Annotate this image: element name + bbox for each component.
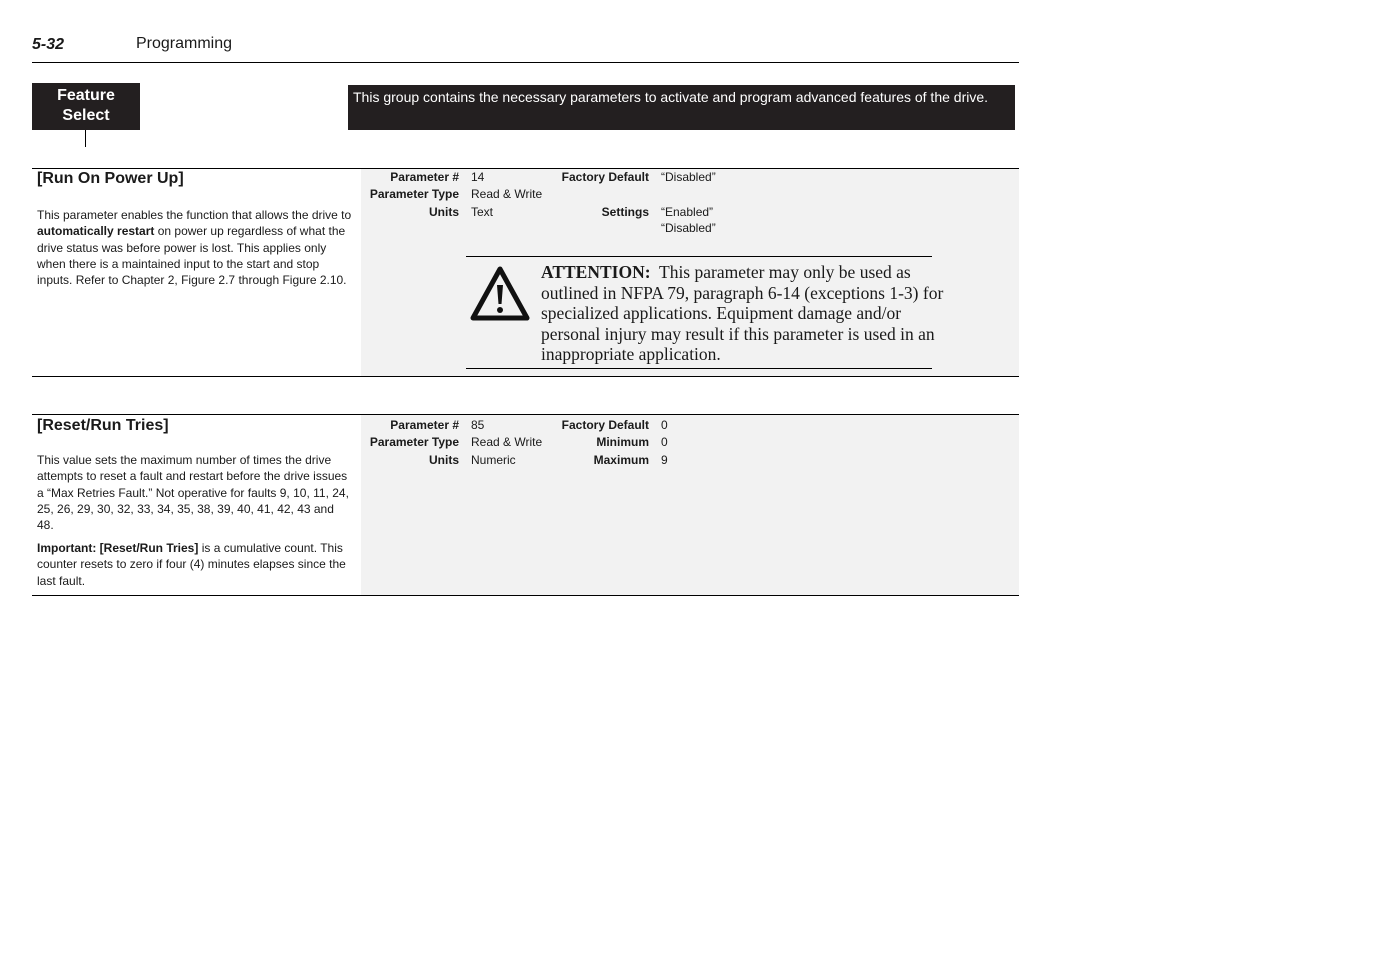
label-parameter-type: Parameter Type [369, 187, 459, 201]
attention-rule-bottom [466, 368, 932, 369]
label-parameter-type: Parameter Type [369, 435, 459, 449]
group-description-banner: This group contains the necessary parameters to activate and program advanced features of the drive. [348, 85, 1015, 130]
label-settings: Settings [601, 205, 649, 219]
param-title: [Run On Power Up] [37, 170, 184, 187]
label-minimum: Minimum [596, 435, 649, 449]
attention-rule-top [466, 256, 932, 257]
value-parameter-number: 85 [471, 418, 485, 432]
group-label-box [32, 83, 140, 130]
param-shade-panel [361, 415, 1019, 595]
value-setting-2: “Disabled” [661, 221, 716, 235]
value-maximum: 9 [661, 453, 668, 467]
value-parameter-type: Read & Write [471, 187, 543, 201]
value-parameter-type: Read & Write [471, 435, 543, 449]
value-setting-1: “Enabled” [661, 205, 714, 219]
value-factory-default: “Disabled” [661, 170, 716, 184]
group-label-line1: Feature [57, 87, 115, 104]
page-number: 5-32 [32, 36, 65, 53]
value-factory-default: 0 [661, 418, 668, 432]
label-units: Units [429, 453, 459, 467]
attention-text: ATTENTION: This parameter may only be used as outlined in NFPA 79, paragraph 6-14 (exceptions 1-3) for specialized applications. Equipment damage and/or personal injury may result if this parameter is used in an inappropriate application. [541, 262, 944, 364]
label-parameter-number: Parameter # [390, 418, 459, 432]
label-factory-default: Factory Default [561, 170, 649, 184]
section-rule-bottom [32, 595, 1019, 596]
label-parameter-number: Parameter # [390, 170, 459, 184]
label-factory-default: Factory Default [561, 418, 649, 432]
value-units: Numeric [471, 453, 516, 467]
value-minimum: 0 [661, 435, 668, 449]
value-parameter-number: 14 [471, 170, 485, 184]
group-label-tick [85, 130, 86, 147]
param-important-note: Important: [Reset/Run Tries] is a cumulative count. This counter resets to zero if four (4) minutes elapses since the last fault. [37, 541, 346, 588]
header-rule [32, 62, 1019, 63]
section-rule-bottom [32, 376, 1019, 377]
label-maximum: Maximum [593, 453, 649, 467]
param-title: [Reset/Run Tries] [37, 417, 169, 434]
value-units: Text [471, 205, 494, 219]
label-units: Units [429, 205, 459, 219]
param-description: This value sets the maximum number of times the drive attempts to reset a fault and restart before the drive issues a “Max Retries Fault.” Not operative for faults 9, 10, 11, 24, 25, 26, 29, 30, 32, 33, 34, 35, 38, 39, 40, 41, 42, 43 and 48. [37, 453, 349, 533]
param-description: This parameter enables the function that allows the drive to automatically restart on power up regardless of what the drive status was before power is lost. This applies only when there is a maintained input to the start and stop inputs. Refer to Chapter 2, Figure 2.7 through Figure 2.10. [37, 208, 352, 288]
group-label-line2: Select [62, 107, 110, 124]
chapter-title: Programming [136, 35, 233, 52]
warning-triangle-icon [470, 266, 530, 322]
